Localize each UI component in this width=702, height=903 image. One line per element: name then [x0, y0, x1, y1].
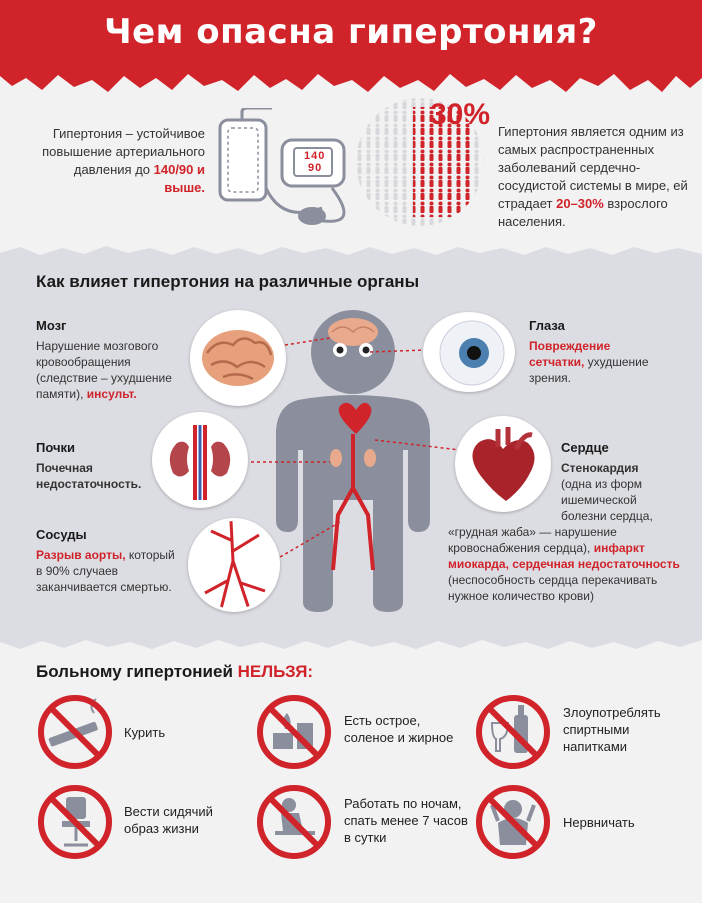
no-night-work-icon — [255, 783, 333, 861]
vessels-title: Сосуды — [36, 527, 87, 542]
heart-text-3: (неспособность сердца перекачивать нужное количество крови) — [448, 573, 658, 603]
forbidden-item-label: Курить — [124, 725, 166, 740]
kidneys-highlight: Почечная недостаточность. — [36, 461, 142, 491]
forbidden-title-highlight: НЕЛЬЗЯ: — [237, 662, 314, 681]
eyes-text: ухудшение зрения. — [529, 355, 649, 385]
brain-description — [36, 338, 176, 402]
brain-text: Нарушение мозгового кровообращения (следствие – ухудшение памяти), — [36, 339, 172, 401]
no-junk-food-icon — [255, 693, 333, 771]
monitor-reading-bottom: 90 — [308, 162, 323, 174]
brain-icon — [193, 313, 283, 403]
vessels-highlight: Разрыв аорты, — [36, 548, 126, 562]
no-smoking-icon — [36, 693, 114, 771]
eye-icon — [426, 315, 512, 389]
forbidden-item-label: Вести сидячий образ жизни — [124, 804, 213, 836]
vessels-icon — [191, 521, 277, 609]
forbidden-title-text: Больному гипертонией — [36, 662, 238, 681]
intro-definition-text: Гипертония – устойчивое повышение артериального давления до — [42, 126, 205, 177]
heart-highlight-2: инфаркт миокарда, сердечная недостаточность — [448, 541, 680, 571]
vessels-text: который в 90% случаев заканчивается смертью. — [36, 548, 175, 594]
kidneys-image — [152, 412, 248, 508]
heart-image — [455, 416, 551, 512]
intro-prevalence-text: Гипертония является одним из самых распространенных заболеваний сердечно-сосудистой системы в мире, ей страдает — [498, 124, 688, 211]
forbidden-item-label: Есть острое, соленое и жирное — [344, 713, 454, 745]
monitor-reading-top: 140 — [304, 150, 326, 162]
forbidden-item-label: Нервничать — [563, 815, 635, 830]
heart-text-1: (одна из форм ишемической болезни сердца, — [561, 477, 653, 523]
eyes-description — [529, 338, 659, 386]
forbidden-section-title — [36, 662, 313, 682]
kidneys-title: Почки — [36, 440, 76, 455]
no-stress-icon — [474, 783, 552, 861]
heart-description — [448, 524, 690, 604]
intro-definition-highlight: 140/90 и выше. — [153, 162, 205, 195]
no-sedentary-icon — [36, 783, 114, 861]
organs-section-title: Как влияет гипертония на различные органы — [36, 272, 420, 291]
heart-highlight-1: Стенокардия — [561, 461, 639, 475]
intro-prevalence-tail: взрослого населения. — [498, 196, 668, 229]
vessels-image — [188, 518, 280, 612]
eyes-title: Глаза — [529, 318, 565, 333]
kidneys-icon — [155, 415, 245, 505]
forbidden-item-label: Работать по ночам, спать менее 7 часов в сутки — [344, 796, 468, 845]
no-alcohol-icon — [474, 693, 552, 771]
page-title: Чем опасна гипертония? — [104, 12, 598, 52]
eyes-highlight: Повреждение сетчатки, — [529, 339, 611, 369]
heart-icon — [458, 419, 548, 509]
intro-prevalence-highlight: 20–30% — [556, 196, 604, 211]
brain-highlight: инсульт. — [86, 387, 137, 401]
percent-label: 30% — [430, 98, 491, 131]
heart-text-2: «грудная жаба» — нарушение кровоснабжения сердца), — [448, 525, 617, 555]
forbidden-item-label: Злоупотреблять спиртными напитками — [563, 705, 661, 754]
brain-title: Мозг — [36, 318, 67, 333]
brain-image — [190, 310, 286, 406]
vessels-description — [36, 547, 176, 595]
eye-image — [423, 312, 515, 392]
heart-title: Сердце — [561, 440, 609, 455]
